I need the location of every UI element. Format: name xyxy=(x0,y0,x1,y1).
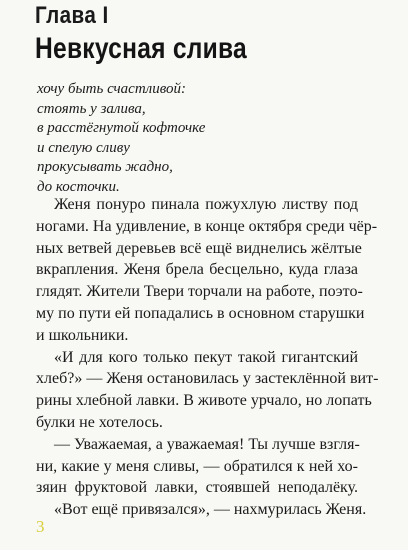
text-line: му по пути ей попадались в основном старушки xyxy=(36,304,365,322)
text-line: булки не хотелось. xyxy=(36,413,163,431)
text-line: и школьники. xyxy=(36,326,129,344)
text-line: зяин фруктовой лавки, стоявшей неподалёку. xyxy=(36,479,358,497)
text-line: ни, какие у меня сливы, — обратился к ней хо- xyxy=(36,457,358,475)
poem-line: до косточки. xyxy=(37,178,120,195)
text-line: хлеб?» — Женя остановилась у застеклённой вит- xyxy=(36,370,379,388)
poem-line: хочу быть счастливой: xyxy=(37,81,187,97)
chapter-label: Глава I xyxy=(35,2,109,29)
text-line: — Уважаемая, а уважаемая! Ты лучше взгля- xyxy=(54,435,360,453)
poem-line: и спелую сливу xyxy=(37,139,130,156)
text-line: «И для кого только пекут такой гигантский xyxy=(54,348,358,366)
poem-line: в расстёгнутой кофточке xyxy=(37,120,206,137)
text-line: глядят. Жители Твери торчали на работе, поэто- xyxy=(36,283,363,301)
text-line: ных ветвей деревьев всё ещё виднелись жёлтые xyxy=(36,239,362,257)
epigraph-poem xyxy=(37,80,205,198)
text-line: Женя понуро пинала пожухлую листву под xyxy=(54,196,358,213)
text-line: ногами. На удивление, в конце октября среди чёр- xyxy=(36,217,378,235)
text-line: рины хлебной лавки. В животе урчало, но лопать xyxy=(36,392,372,410)
poem-line: стоять у залива, xyxy=(37,100,146,117)
chapter-title: Невкусная слива xyxy=(35,32,247,65)
page-number: 3 xyxy=(36,517,45,536)
text-line: «Вот ещё привязался», — нахмурилась Женя. xyxy=(54,501,367,519)
text-line: вкрапления. Женя брела бесцельно, куда глаза xyxy=(36,261,358,279)
body-text xyxy=(36,194,379,521)
poem-line: прокусывать жадно, xyxy=(37,159,173,176)
